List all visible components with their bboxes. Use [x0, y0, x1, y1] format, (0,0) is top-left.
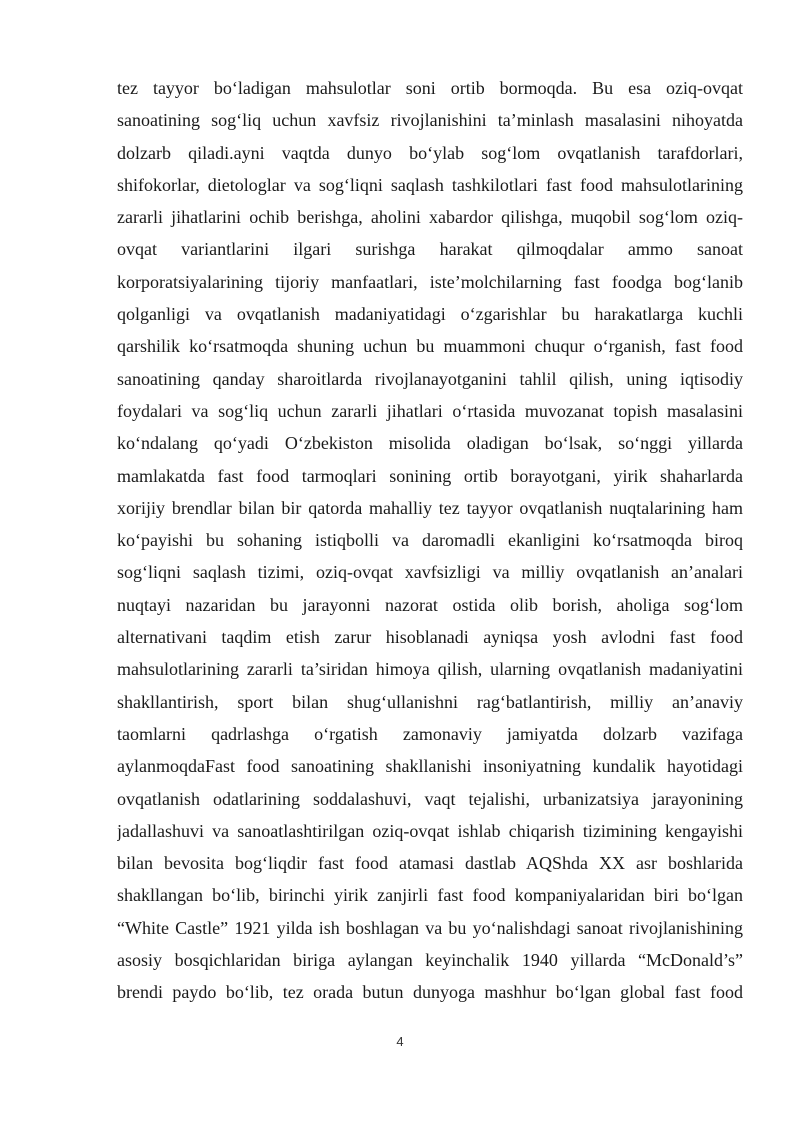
page-number: 4 — [396, 1034, 404, 1049]
text-line: qolganligi va ovqatlanish madaniyatidagi o‘zgarishlar bu harakatlarga kuchli — [117, 304, 743, 325]
text-line: taomlarni qadrlashga o‘rgatish zamonaviy jamiyatda dolzarb vazifaga — [117, 723, 743, 744]
text-line: xorijiy brendlar bilan bir qatorda mahalliy tez tayyor ovqatlanish nuqtalarining ham — [117, 497, 743, 518]
text-line: dolzarb qiladi.ayni vaqtda dunyo bo‘ylab sog‘lom ovqatlanish tarafdorlari, — [117, 142, 743, 163]
text-line: tez tayyor bo‘ladigan mahsulotlar soni ortib bormoqda. Bu esa oziq-ovqat — [117, 78, 743, 98]
text-line: mamlakatda fast food tarmoqlari sonining ortib borayotgani, yirik shaharlarda — [117, 465, 743, 486]
text-line: shakllantirish, sport bilan shug‘ullanishni rag‘batlantirish, milliy an’anaviy — [117, 691, 743, 712]
text-line: sanoatining qanday sharoitlarda rivojlanayotganini tahlil qilish, uning iqtisodiy — [117, 368, 743, 389]
text-line: zararli jihatlarini ochib berishga, aholini xabardor qilishga, muqobil sog‘lom oziq- — [117, 207, 743, 228]
text-line: ko‘payishi bu sohaning istiqbolli va daromadli ekanligini ko‘rsatmoqda biroq — [117, 530, 743, 551]
text-line: asosiy bosqichlaridan biriga aylangan keyinchalik 1940 yillarda “McDonald’s” — [117, 950, 743, 971]
text-line: bilan bevosita bog‘liqdir fast food atamasi dastlab AQShda XX asr boshlarida — [117, 853, 743, 874]
text-line: ovqat variantlarini ilgari surishga harakat qilmoqdalar ammo sanoat — [117, 239, 743, 260]
text-line: “White Castle” 1921 yilda ish boshlagan va bu yo‘nalishdagi sanoat rivojlanishining — [117, 917, 743, 938]
body-text — [117, 72, 743, 1009]
text-line: foydalari va sog‘liq uchun zararli jihatlari o‘rtasida muvozanat topish masalasini — [117, 400, 743, 421]
text-line: korporatsiyalarining tijoriy manfaatlari, iste’molchilarning fast foodga bog‘lanib — [117, 271, 743, 292]
text-line: mahsulotlarining zararli ta’siridan himoya qilish, ularning ovqatlanish madaniyatini — [117, 659, 743, 680]
text-line: aylanmoqdaFast food sanoatining shakllanishi insoniyatning kundalik hayotidagi — [117, 756, 743, 777]
text-line: sog‘liqni saqlash tizimi, oziq-ovqat xavfsizligi va milliy ovqatlanish an’analari — [117, 562, 743, 583]
text-line: shakllangan bo‘lib, birinchi yirik zanjirli fast food kompaniyalaridan biri bo‘lgan — [117, 885, 743, 906]
text-line: shifokorlar, dietologlar va sog‘liqni saqlash tashkilotlari fast food mahsulotlarining — [117, 174, 743, 195]
text-line: brendi paydo bo‘lib, tez orada butun dunyoga mashhur bo‘lgan global fast food — [117, 982, 743, 1003]
text-line: qarshilik ko‘rsatmoqda shuning uchun bu muammoni chuqur o‘rganish, fast food — [117, 336, 743, 357]
text-line: nuqtayi nazaridan bu jarayonni nazorat ostida olib borish, aholiga sog‘lom — [117, 594, 743, 615]
text-line: ko‘ndalang qo‘yadi O‘zbekiston misolida oladigan bo‘lsak, so‘nggi yillarda — [117, 433, 743, 454]
text-line: jadallashuvi va sanoatlashtirilgan oziq-ovqat ishlab chiqarish tizimining kengayishi — [117, 820, 743, 841]
text-line: alternativani taqdim etish zarur hisoblanadi ayniqsa yosh avlodni fast food — [117, 627, 743, 648]
text-line: sanoatining sog‘liq uchun xavfsiz rivojlanishini ta’minlash masalasini nihoyatda — [117, 110, 743, 131]
text-line: ovqatlanish odatlarining soddalashuvi, vaqt tejalishi, urbanizatsiya jarayonining — [117, 788, 743, 809]
